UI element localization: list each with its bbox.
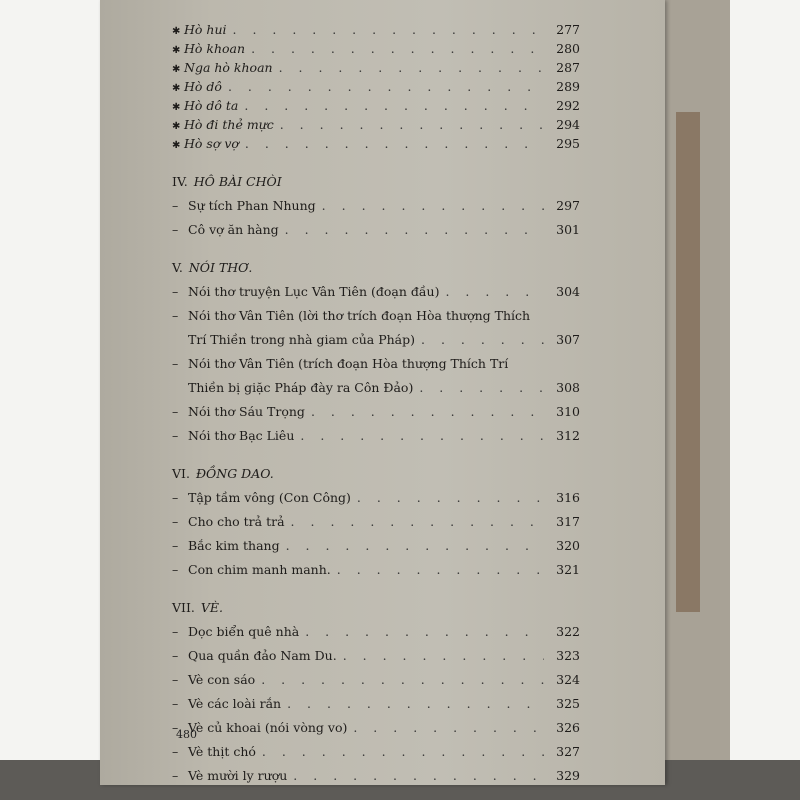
entry-title: Hò dô	[184, 79, 222, 94]
toc-entry	[172, 94, 580, 113]
dash-icon: –	[172, 672, 179, 687]
entry-title: Nga hò khoan	[184, 60, 273, 75]
dash-icon: –	[172, 490, 179, 505]
entry-page: 327	[556, 744, 580, 759]
bullet-icon: ✱	[172, 121, 181, 132]
entry-title-cont: Trí Thiền trong nhà giam của Pháp)	[188, 332, 416, 347]
leader-dots	[262, 744, 544, 759]
dash-icon: –	[172, 696, 179, 711]
entry-page: 280	[556, 41, 580, 56]
bullet-icon: ✱	[172, 83, 181, 94]
table-of-contents	[172, 18, 580, 783]
dash-icon: –	[172, 284, 179, 299]
leader-dots	[343, 648, 544, 663]
leader-dots	[228, 79, 544, 94]
section-number: VII.	[172, 600, 195, 615]
toc-entry	[172, 481, 580, 505]
leader-dots	[421, 332, 544, 347]
toc-entry	[172, 419, 580, 443]
entry-page: 289	[556, 79, 580, 94]
dash-icon: –	[172, 538, 179, 553]
leader-dots	[286, 538, 544, 553]
section-number: VI.	[172, 466, 190, 481]
toc-entry-line	[172, 347, 580, 371]
bullet-icon: ✱	[172, 45, 181, 56]
leader-dots	[300, 428, 544, 443]
dash-icon: –	[172, 744, 179, 759]
entry-title: Hò đi thẻ mực	[184, 117, 274, 132]
toc-entry-continuation	[172, 323, 580, 347]
toc-entry	[172, 75, 580, 94]
entry-title: Con chim manh manh.	[188, 562, 331, 577]
section-heading	[172, 253, 580, 275]
toc-entry	[172, 37, 580, 56]
leader-dots	[291, 514, 544, 529]
toc-entry	[172, 395, 580, 419]
entry-page: 325	[556, 696, 580, 711]
leader-dots	[280, 117, 544, 132]
dash-icon: –	[172, 768, 179, 783]
entry-page: 277	[556, 22, 580, 37]
entry-page: 326	[556, 720, 580, 735]
toc-entry	[172, 275, 580, 299]
toc-entry	[172, 663, 580, 687]
entry-page: 316	[556, 490, 580, 505]
leader-dots	[233, 22, 545, 37]
section-heading	[172, 593, 580, 615]
bookmark-strip	[676, 112, 700, 612]
entry-title: Vè con sáo	[188, 672, 256, 687]
entry-title: Qua quần đảo Nam Du.	[188, 648, 337, 663]
toc-entry	[172, 213, 580, 237]
section-title: HÔ BÀI CHÒI	[193, 174, 282, 189]
toc-entry	[172, 113, 580, 132]
entry-title: Nói thơ Vân Tiên (trích đoạn Hòa thượng Thích Trí	[188, 356, 509, 371]
dash-icon: –	[172, 222, 179, 237]
toc-entry	[172, 711, 580, 735]
dash-icon: –	[172, 198, 179, 213]
entry-title: Vè thịt chó	[188, 744, 256, 759]
entry-title: Bắc kim thang	[188, 538, 280, 553]
entry-page: 324	[556, 672, 580, 687]
entry-page: 304	[556, 284, 580, 299]
page-number: 480	[176, 728, 197, 741]
toc-entry	[172, 56, 580, 75]
bullet-icon: ✱	[172, 140, 181, 151]
entry-title: Vè các loài rắn	[188, 696, 282, 711]
toc-entry	[172, 759, 580, 783]
entry-page: 323	[556, 648, 580, 663]
dash-icon: –	[172, 404, 179, 419]
entry-page: 312	[556, 428, 580, 443]
leader-dots	[353, 720, 544, 735]
entry-page: 329	[556, 768, 580, 783]
section-heading	[172, 167, 580, 189]
book-page	[100, 0, 665, 785]
entry-title: Hò khoan	[184, 41, 246, 56]
entry-title: Cô vợ ăn hàng	[188, 222, 279, 237]
leader-dots	[261, 672, 544, 687]
toc-entry-line	[172, 299, 580, 323]
entry-title-cont: Thiền bị giặc Pháp đày ra Côn Đảo)	[188, 380, 414, 395]
entry-page: 294	[556, 117, 580, 132]
section-heading	[172, 459, 580, 481]
leader-dots	[357, 490, 544, 505]
toc-entry	[172, 529, 580, 553]
leader-dots	[305, 624, 544, 639]
leader-dots	[337, 562, 544, 577]
leader-dots	[285, 222, 544, 237]
entry-title: Tập tầm vông (Con Công)	[188, 490, 351, 505]
entry-page: 292	[556, 98, 580, 113]
toc-entry	[172, 132, 580, 151]
dash-icon: –	[172, 648, 179, 663]
entry-page: 320	[556, 538, 580, 553]
leader-dots	[245, 136, 544, 151]
section-number: V.	[172, 260, 183, 275]
entry-page: 295	[556, 136, 580, 151]
dash-icon: –	[172, 308, 179, 323]
leader-dots	[322, 198, 544, 213]
entry-title: Hò dô ta	[184, 98, 239, 113]
section-title: VÈ.	[200, 600, 224, 615]
section-title: ĐỒNG DAO.	[195, 466, 274, 481]
entry-title: Dọc biển quê nhà	[188, 624, 300, 639]
dash-icon: –	[172, 428, 179, 443]
toc-entry	[172, 189, 580, 213]
entry-page: 301	[556, 222, 580, 237]
leader-dots	[293, 768, 544, 783]
leader-dots	[244, 98, 544, 113]
leader-dots	[279, 60, 544, 75]
toc-entry	[172, 505, 580, 529]
entry-title: Nói thơ Sáu Trọng	[188, 404, 305, 419]
toc-entry	[172, 687, 580, 711]
bullet-icon: ✱	[172, 102, 181, 113]
toc-entry	[172, 639, 580, 663]
bullet-icon: ✱	[172, 26, 181, 37]
toc-entry	[172, 735, 580, 759]
entry-page: 308	[556, 380, 580, 395]
section-title: NÓI THƠ.	[188, 260, 253, 275]
entry-title: Sự tích Phan Nhung	[188, 198, 316, 213]
section-number: IV.	[172, 174, 188, 189]
dash-icon: –	[172, 514, 179, 529]
entry-page: 287	[556, 60, 580, 75]
entry-title: Nói thơ Vân Tiên (lời thơ trích đoạn Hòa thượng Thích	[188, 308, 531, 323]
dash-icon: –	[172, 356, 179, 371]
bullet-icon: ✱	[172, 64, 181, 75]
leader-dots	[445, 284, 544, 299]
entry-title: Vè củ khoai (nói vòng vo)	[188, 720, 348, 735]
toc-entry	[172, 18, 580, 37]
leader-dots	[311, 404, 544, 419]
entry-title: Vè mười ly rượu	[188, 768, 288, 783]
leader-dots	[287, 696, 544, 711]
entry-page: 310	[556, 404, 580, 419]
entry-title: Cho cho trả trả	[188, 514, 285, 529]
entry-title: Nói thơ truyện Lục Vân Tiên (đoạn đầu)	[188, 284, 440, 299]
dash-icon: –	[172, 562, 179, 577]
entry-title: Nói thơ Bạc Liêu	[188, 428, 295, 443]
entry-page: 321	[556, 562, 580, 577]
dash-icon: –	[172, 624, 179, 639]
toc-entry	[172, 615, 580, 639]
toc-entry-continuation	[172, 371, 580, 395]
dash-icon: –	[172, 720, 179, 735]
entry-page: 317	[556, 514, 580, 529]
leader-dots	[251, 41, 544, 56]
entry-title: Hò sợ vợ	[184, 136, 239, 151]
toc-entry	[172, 553, 580, 577]
entry-page: 297	[556, 198, 580, 213]
leader-dots	[419, 380, 544, 395]
entry-title: Hò hui	[184, 22, 227, 37]
entry-page: 322	[556, 624, 580, 639]
entry-page: 307	[556, 332, 580, 347]
